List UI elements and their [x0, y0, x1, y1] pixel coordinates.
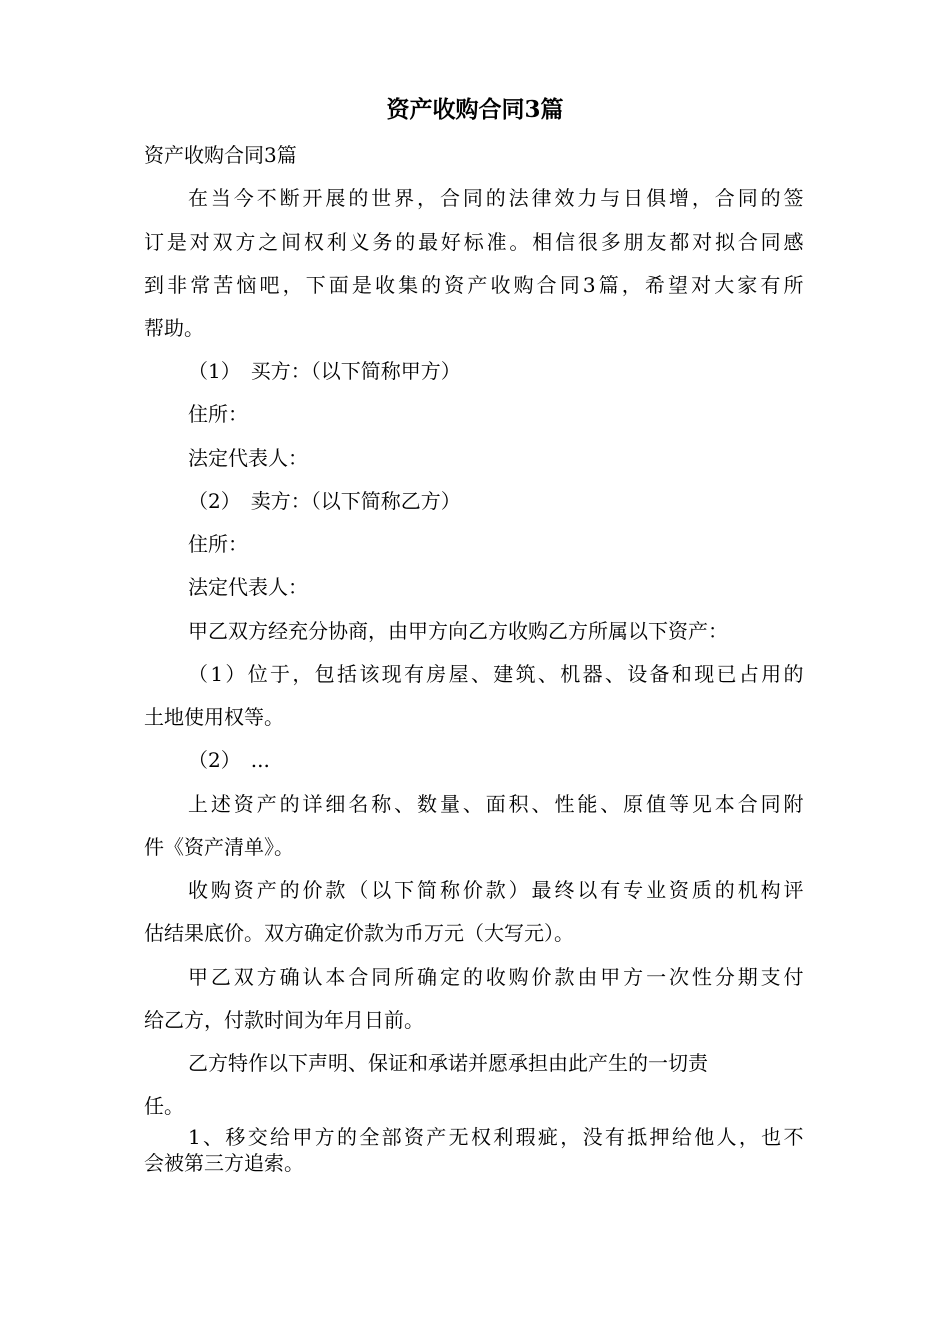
paragraph-line: 订是对双方之间权利义务的最好标准。相信很多朋友都对拟合同感 [144, 230, 804, 254]
document-subtitle: 资产收购合同3篇 [144, 143, 297, 167]
document-title: 资产收购合同3篇 [386, 96, 564, 123]
paragraph-line: 到非常苦恼吧，下面是收集的资产收购合同3篇，希望对大家有所 [144, 273, 804, 297]
seller-line: （2） 卖方：（以下简称乙方） [188, 489, 461, 513]
paragraph-line: 任。 [144, 1094, 184, 1118]
seller-address-line: 住所： [188, 532, 248, 556]
paragraph-line: （1）位于，包括该现有房屋、建筑、机器、设备和现已占用的 [188, 662, 804, 686]
paragraph-line: 土地使用权等。 [144, 705, 284, 729]
paragraph-line: 上述资产的详细名称、数量、面积、性能、原值等见本合同附 [188, 792, 804, 816]
paragraph-line: 收购资产的价款（以下简称价款）最终以有专业资质的机构评 [188, 878, 804, 902]
buyer-address-line: 住所： [188, 402, 248, 426]
buyer-representative-line: 法定代表人： [188, 446, 308, 470]
paragraph-line: 在当今不断开展的世界，合同的法律效力与日俱增，合同的签 [188, 186, 804, 210]
buyer-line: （1） 买方：（以下简称甲方） [188, 359, 461, 383]
seller-representative-line: 法定代表人： [188, 575, 308, 599]
paragraph-line: 给乙方，付款时间为年月日前。 [144, 1008, 424, 1032]
clause-line: 1、移交给甲方的全部资产无权利瑕疵，没有抵押给他人，也不 [188, 1125, 804, 1149]
paragraph-line: 乙方特作以下声明、保证和承诺并愿承担由此产生的一切责 [188, 1051, 708, 1075]
paragraph-line: 甲乙双方确认本合同所确定的收购价款由甲方一次性分期支付 [188, 965, 804, 989]
paragraph-line: （2） ... [188, 748, 270, 772]
clause-line: 会被第三方追索。 [144, 1151, 304, 1175]
paragraph-line: 帮助。 [144, 316, 204, 340]
paragraph-line: 估结果底价。双方确定价款为币万元（大写元）。 [144, 921, 574, 945]
paragraph-line: 件《资产清单》。 [144, 835, 294, 859]
paragraph-line: 甲乙双方经充分协商，由甲方向乙方收购乙方所属以下资产： [188, 619, 728, 643]
